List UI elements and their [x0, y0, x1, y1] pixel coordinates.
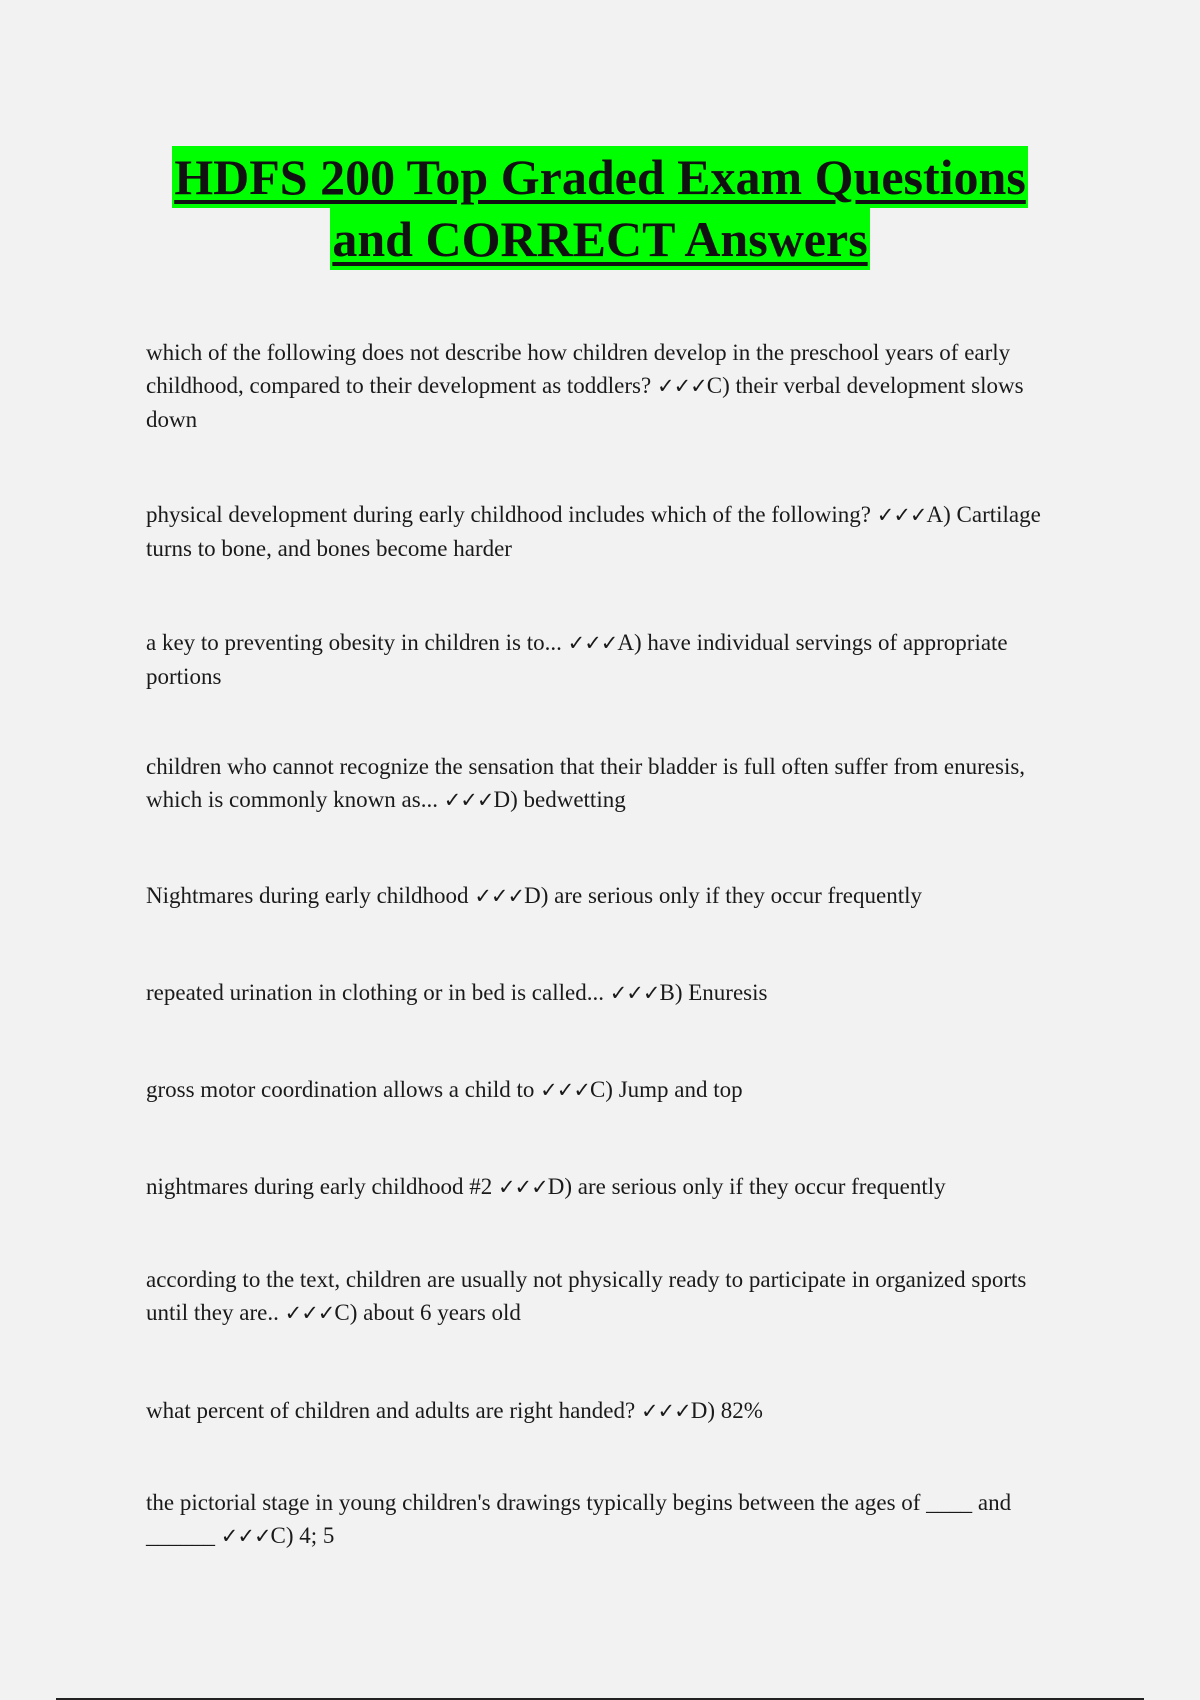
- qa-item: [146, 1073, 1066, 1107]
- question-text: repeated urination in clothing or in bed is called...: [146, 980, 610, 1005]
- answer-text: D) are serious only if they occur frequently: [524, 883, 922, 908]
- qa-item: [146, 626, 1066, 693]
- check-mark-icon: ✓✓✓: [640, 1399, 691, 1423]
- document-title: [0, 146, 1200, 270]
- answer-text: D) bedwetting: [493, 787, 626, 812]
- qa-item: [146, 1486, 1066, 1553]
- question-text: physical development during early childhood includes which of the following?: [146, 502, 877, 527]
- title-line-1: HDFS 200 Top Graded Exam Questions: [172, 146, 1028, 208]
- qa-item: [146, 750, 1066, 817]
- answer-text: C) about 6 years old: [334, 1300, 521, 1325]
- qa-item: [146, 1170, 1066, 1204]
- check-mark-icon: ✓✓✓: [284, 1301, 335, 1325]
- check-mark-icon: ✓✓✓: [474, 884, 525, 908]
- answer-text: C) Jump and top: [589, 1077, 743, 1102]
- answer-text: C) 4; 5: [270, 1523, 335, 1548]
- question-text: children who cannot recognize the sensation that their bladder is full often suffer from enuresis, which is commonly known as...: [146, 754, 1026, 812]
- title-line-2: and CORRECT Answers: [330, 208, 869, 270]
- qa-item: [146, 879, 1066, 913]
- check-mark-icon: ✓✓✓: [443, 788, 494, 812]
- question-text: the pictorial stage in young children's drawings typically begins between the ages of ____ and ______: [146, 1490, 1012, 1548]
- question-text: gross motor coordination allows a child to: [146, 1077, 541, 1102]
- answer-text: A) Cartilage turns to bone, and bones become harder: [146, 502, 1041, 561]
- check-mark-icon: ✓✓✓: [497, 1175, 548, 1199]
- check-mark-icon: ✓✓✓: [540, 1078, 590, 1102]
- answer-text: C) their verbal development slows down: [146, 373, 1024, 432]
- question-text: which of the following does not describe how children develop in the preschool years of early childhood, compared to their development as toddlers?: [146, 340, 1011, 398]
- question-text: what percent of children and adults are right handed?: [146, 1398, 641, 1423]
- qa-item: [146, 1263, 1066, 1330]
- answer-text: D) are serious only if they occur frequently: [547, 1174, 946, 1199]
- question-text: Nightmares during early childhood: [146, 883, 475, 908]
- answer-text: A) have individual servings of appropriate portions: [146, 630, 1008, 689]
- question-text: according to the text, children are usually not physically ready to participate in organized sports until they are..: [146, 1267, 1027, 1325]
- check-mark-icon: ✓✓✓: [567, 631, 618, 655]
- qa-item: [146, 336, 1066, 436]
- qa-item: [146, 1394, 1066, 1428]
- qa-item: [146, 976, 1066, 1010]
- question-text: nightmares during early childhood #2: [146, 1174, 498, 1199]
- check-mark-icon: ✓✓✓: [220, 1524, 271, 1548]
- answer-text: B) Enuresis: [659, 980, 768, 1005]
- question-text: a key to preventing obesity in children is to...: [146, 630, 568, 655]
- qa-item: [146, 498, 1066, 565]
- answer-text: D) 82%: [690, 1398, 763, 1423]
- check-mark-icon: ✓✓✓: [609, 981, 660, 1005]
- check-mark-icon: ✓✓✓: [656, 374, 707, 398]
- check-mark-icon: ✓✓✓: [876, 503, 927, 527]
